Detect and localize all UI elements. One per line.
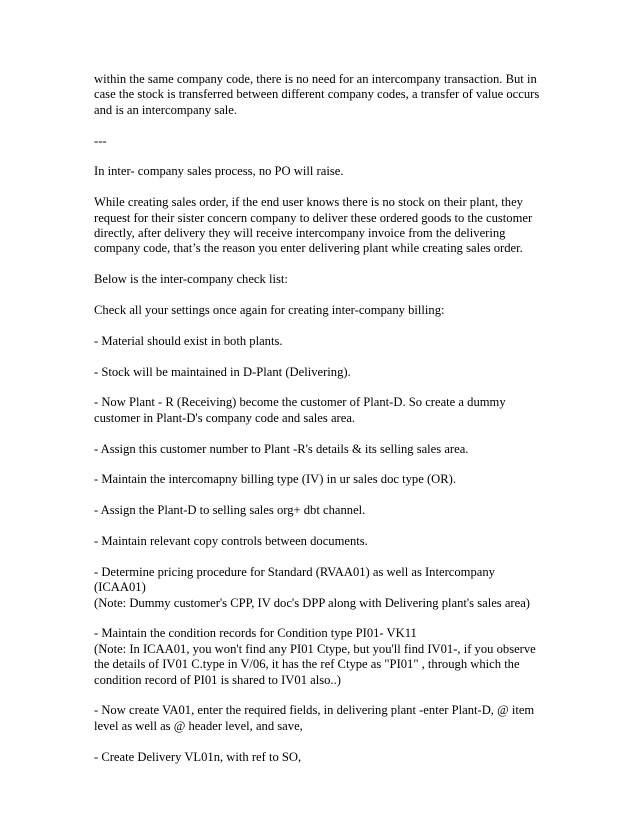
text-line: condition record of PI01 is shared to IV01 also..): [94, 672, 341, 687]
checklist-item: [94, 750, 554, 765]
text-line: - Assign the Plant-D to selling sales org+ dbt channel.: [94, 503, 366, 518]
checklist-item: [94, 334, 554, 349]
paragraph: [94, 72, 554, 118]
text-line: customer in Plant-D's company code and sales area.: [94, 410, 356, 425]
checklist-item: [94, 395, 554, 426]
text-line: Check all your settings once again for creating inter-company billing:: [94, 303, 445, 318]
separator-text: [94, 134, 554, 149]
checklist-item: [94, 365, 554, 380]
checklist-item: [94, 442, 554, 457]
text-line: (Note: Dummy customer's CPP, IV doc's DPP along with Delivering plant's sales area): [94, 595, 530, 610]
checklist-item: [94, 534, 554, 549]
text-line: - Determine pricing procedure for Standard (RVAA01) as well as Intercompany: [94, 564, 495, 579]
text-line: and is an intercompany sale.: [94, 102, 238, 117]
text-line: - Maintain relevant copy controls between documents.: [94, 534, 368, 548]
text-line: ---: [94, 133, 107, 148]
checklist-item: [94, 703, 554, 734]
text-line: - Material should exist in both plants.: [94, 333, 283, 348]
text-line: (ICAA01): [94, 580, 146, 595]
text-line: - Create Delivery VL01n, with ref to SO,: [94, 749, 302, 764]
text-line: In inter- company sales process, no PO will raise.: [94, 164, 344, 179]
text-line: - Assign this customer number to Plant -R's details & its selling sales area.: [94, 441, 469, 456]
text-line: case the stock is transferred between different company codes, a transfer of value occurs: [94, 87, 540, 102]
text-line: - Maintain the condition records for Condition type PI01- VK11: [94, 626, 417, 641]
document-body: [94, 72, 554, 780]
text-line: - Now Plant - R (Receiving) become the customer of Plant-D. So create a dummy: [94, 395, 506, 410]
text-line: the details of IV01 C.type in V/06, it has the ref Ctype as "PI01" , through which the: [94, 657, 520, 672]
text-line: While creating sales order, if the end user knows there is no stock on their plant, they: [94, 195, 523, 210]
paragraph: [94, 164, 554, 179]
paragraph: [94, 272, 554, 287]
paragraph: [94, 195, 554, 257]
checklist-item: [94, 626, 554, 688]
text-line: within the same company code, there is no need for an intercompany transaction. But in: [94, 72, 537, 86]
paragraph: [94, 303, 554, 318]
checklist-item: [94, 472, 554, 487]
text-line: level as well as @ header level, and save,: [94, 718, 303, 733]
text-line: request for their sister concern company to deliver these ordered goods to the customer: [94, 210, 533, 225]
text-line: directly, after delivery they will receive intercompany invoice from the delivering: [94, 226, 506, 241]
text-line: (Note: In ICAA01, you won't find any PI01 Ctype, but you'll find IV01-, if you observe: [94, 641, 536, 656]
text-line: - Stock will be maintained in D-Plant (Delivering).: [94, 364, 351, 379]
text-line: Below is the inter-company check list:: [94, 272, 288, 287]
text-line: - Maintain the intercomapny billing type (IV) in ur sales doc type (OR).: [94, 472, 456, 487]
text-line: company code, that’s the reason you enter delivering plant while creating sales order.: [94, 241, 523, 256]
checklist-item: [94, 503, 554, 518]
checklist-item: [94, 565, 554, 611]
text-line: - Now create VA01, enter the required fields, in delivering plant -enter Plant-D, @ item: [94, 703, 535, 718]
